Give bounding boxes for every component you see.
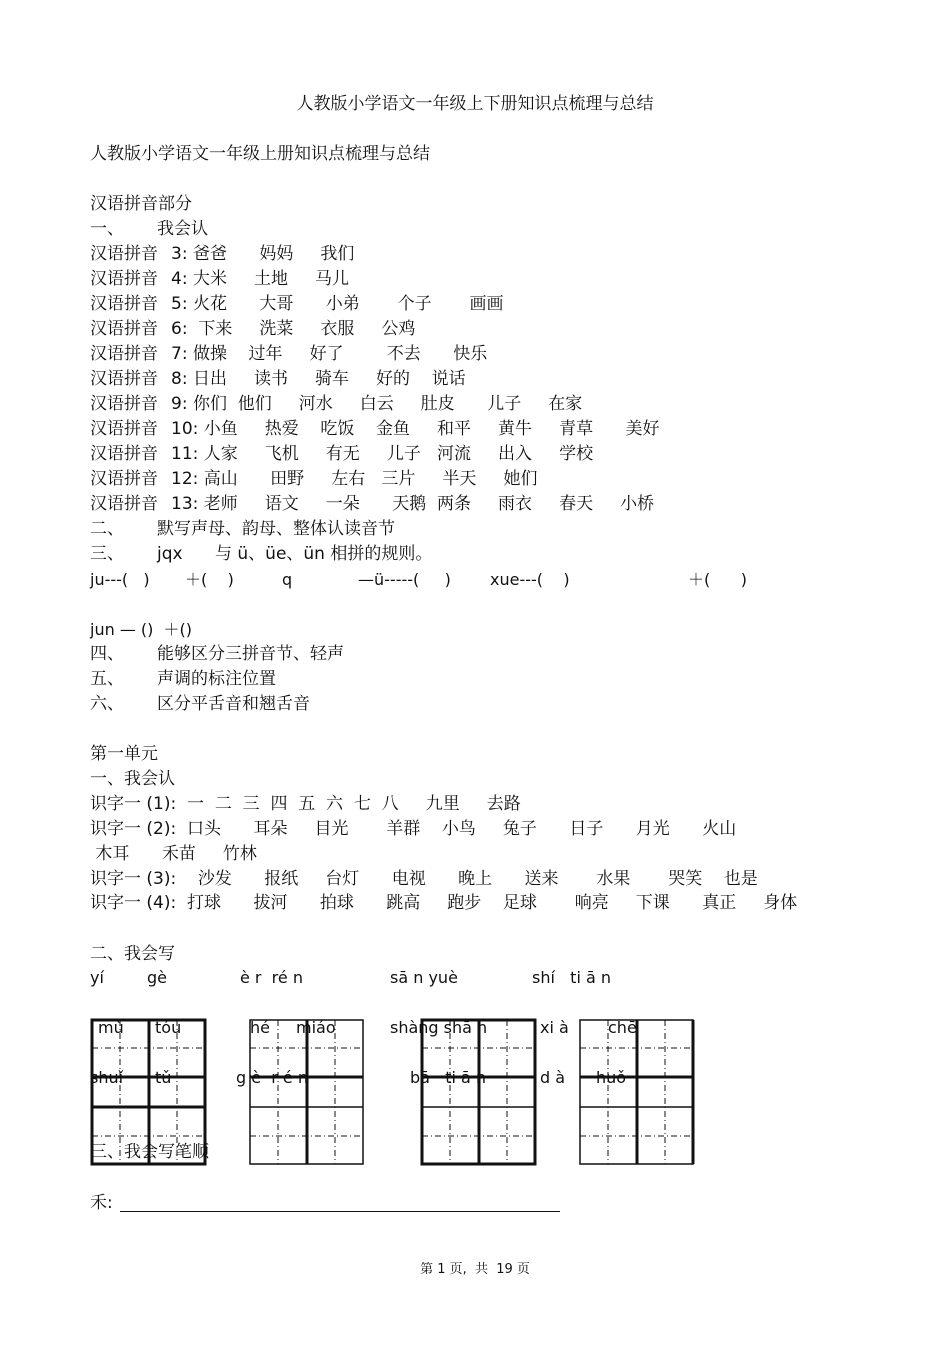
unit1-write-heading: 二、我会写 (90, 944, 175, 964)
pinyin-label: gè (147, 968, 167, 987)
item1-number: 一、 (90, 219, 124, 239)
item4-number: 四、 (90, 644, 124, 664)
lesson-words: 10: 小鱼 热爱 吃饭 金鱼 和平 黄牛 青草 美好 (171, 419, 660, 439)
rule-jun: jun — () ＋() (90, 620, 193, 639)
pinyin-label: bā ti ā n (410, 1068, 487, 1087)
pinyin-label: shàng shā n (390, 1018, 488, 1037)
pinyin-label: shuǐ (90, 1068, 124, 1087)
lesson-words: 12: 高山 田野 左右 三片 半天 她们 (171, 469, 538, 489)
lesson-words: 11: 人家 飞机 有无 儿子 河流 出入 学校 (171, 444, 594, 464)
literacy-line: 识字一 (4): 打球 拔河 拍球 跳高 跑步 足球 响亮 下课 真正 身体 (90, 893, 798, 913)
lesson-words: 13: 老师 语文 一朵 天鹅 两条 雨衣 春天 小桥 (171, 494, 655, 514)
pinyin-label: chē (608, 1018, 637, 1037)
pinyin-label: mù (98, 1018, 124, 1037)
pinyin-label: è r ré n (240, 968, 303, 987)
lesson-label: 汉语拼音 (90, 344, 158, 364)
item4-text: 能够区分三拼音节、轻声 (157, 644, 344, 664)
answer-blank-line (120, 1211, 560, 1212)
pinyin-label: huǒ (596, 1068, 627, 1087)
lesson-label: 汉语拼音 (90, 369, 158, 389)
rule-plus-1: ＋( ) (185, 570, 234, 589)
tianzige-group-b (250, 1020, 363, 1164)
item3-number: 三、 (90, 544, 124, 564)
pinyin-label: sā n yuè (390, 968, 458, 987)
lesson-words: 3: 爸爸 妈妈 我们 (171, 244, 355, 264)
literacy-line: 识字一 (1): 一 二 三 四 五 六 七 八 九里 去路 (90, 794, 521, 814)
lesson-label: 汉语拼音 (90, 444, 158, 464)
item6-text: 区分平舌音和翘舌音 (157, 694, 310, 714)
lesson-words: 4: 大米 土地 马儿 (171, 269, 349, 289)
lesson-label: 汉语拼音 (90, 244, 158, 264)
literacy-line: 识字一 (2): 口头 耳朵 目光 羊群 小鸟 兔子 日子 月光 火山 (90, 819, 737, 839)
literacy-line: 木耳 禾苗 竹林 (90, 844, 257, 864)
pinyin-label: d à (540, 1068, 566, 1087)
item5-text: 声调的标注位置 (157, 669, 276, 689)
subtitle: 人教版小学语文一年级上册知识点梳理与总结 (90, 144, 430, 164)
unit1-recognize-heading: 一、我会认 (90, 769, 175, 789)
tianzige-group-c (422, 1020, 535, 1164)
lesson-words: 5: 火花 大哥 小弟 个子 画画 (171, 294, 504, 314)
item2-text: 默写声母、韵母、整体认读音节 (157, 519, 395, 539)
pinyin-label: xi à (540, 1018, 569, 1037)
lesson-words: 9: 你们 他们 河水 白云 肚皮 儿子 在家 (171, 394, 583, 414)
lesson-words: 7: 做操 过年 好了 不去 快乐 (171, 344, 488, 364)
rule-plus-2: ＋( ) (688, 570, 748, 589)
pinyin-label: tóu (155, 1018, 182, 1037)
pinyin-label: tǔ (155, 1068, 172, 1087)
unit1-heading: 第一单元 (90, 744, 158, 764)
lesson-label: 汉语拼音 (90, 469, 158, 489)
item1-text: 我会认 (157, 219, 208, 239)
lesson-label: 汉语拼音 (90, 319, 158, 339)
item5-number: 五、 (90, 669, 124, 689)
literacy-line: 识字一 (3): 沙发 报纸 台灯 电视 晚上 送来 水果 哭笑 也是 (90, 869, 758, 889)
page-footer: 第 1 页, 共 19 页 (420, 1262, 530, 1277)
pinyin-label: g è r é n (236, 1068, 308, 1087)
lesson-label: 汉语拼音 (90, 494, 158, 514)
pinyin-label: miáo (296, 1018, 336, 1037)
lesson-label: 汉语拼音 (90, 419, 158, 439)
rule-ju: ju---( ) (90, 570, 150, 589)
item2-number: 二、 (90, 519, 124, 539)
lesson-label: 汉语拼音 (90, 394, 158, 414)
item3-text: jqx 与 ü、üe、ün 相拼的规则。 (157, 544, 433, 564)
item6-number: 六、 (90, 694, 124, 714)
pinyin-label: hé (250, 1018, 270, 1037)
pinyin-label: yí (90, 968, 104, 987)
tianzige-group-d (580, 1020, 693, 1164)
document-title: 人教版小学语文一年级上下册知识点梳理与总结 (296, 94, 654, 114)
stroke-item-label: 禾: (90, 1193, 113, 1213)
stroke-order-heading: 三、我会写笔顺 (90, 1142, 209, 1162)
rule-q: q (282, 570, 293, 589)
pinyin-section-heading: 汉语拼音部分 (90, 194, 192, 214)
rule-xue: xue---( ) (490, 570, 570, 589)
lesson-label: 汉语拼音 (90, 269, 158, 289)
lesson-label: 汉语拼音 (90, 294, 158, 314)
lesson-words: 8: 日出 读书 骑车 好的 说话 (171, 369, 466, 389)
pinyin-label: shí ti ā n (532, 968, 612, 987)
rule-u: —ü-----( ) (358, 570, 451, 589)
lesson-words: 6: 下来 洗菜 衣服 公鸡 (171, 319, 416, 339)
